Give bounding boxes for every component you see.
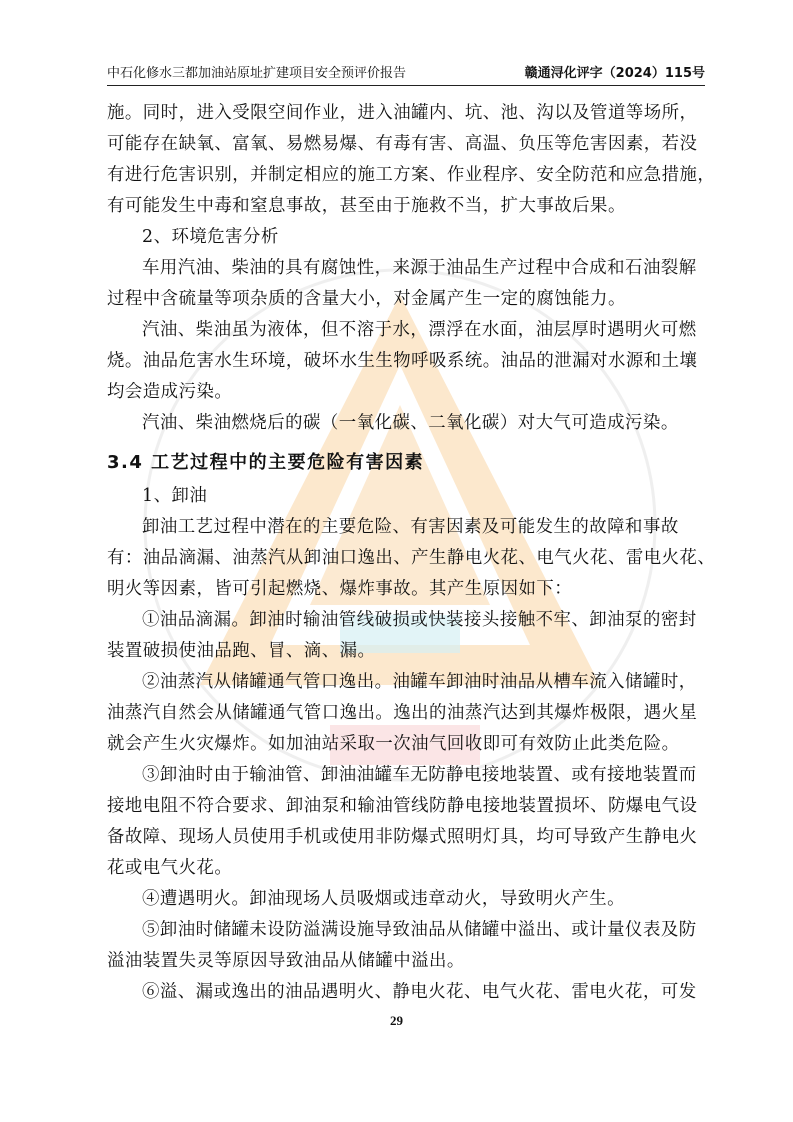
text-line: 过程中含硫量等项杂质的含量大小，对金属产生一定的腐蚀能力。: [107, 289, 626, 309]
text-line: 均会造成污染。: [107, 382, 233, 402]
text-line: 车用汽油、柴油的具有腐蚀性，来源于油品生产过程中合成和石油裂解: [142, 258, 697, 278]
text-line: 明火等因素，皆可引起燃烧、爆炸事故。其产生原因如下：: [107, 579, 573, 599]
text-line: ⑥溢、漏或逸出的油品遇明火、静电火花、电气火花、雷电火花，可发: [142, 982, 697, 1002]
text-line: 有可能发生中毒和窒息事故，甚至由于施救不当，扩大事故后果。: [107, 196, 626, 216]
report-code: 赣通浔化评字（2024）115号: [524, 66, 705, 81]
text-line: ②油蒸汽从储罐通气管口逸出。油罐车卸油时油品从槽车流入储罐时，: [142, 672, 697, 692]
page-header: [107, 63, 705, 86]
text-line: 油蒸汽自然会从储罐通气管口逸出。逸出的油蒸汽达到其爆炸极限，遇火星: [107, 703, 698, 723]
text-line: ③卸油时由于输油管、卸油油罐车无防静电接地装置、或有接地装置而: [142, 765, 697, 785]
text-line: 备故障、现场人员使用手机或使用非防爆式照明灯具，均可导致产生静电火: [107, 827, 698, 847]
text-line: 2、环境危害分析: [142, 227, 279, 247]
section-paragraphs: [107, 481, 717, 1008]
report-title: 中石化修水三都加油站原址扩建项目安全预评价报告: [107, 66, 407, 81]
text-line: 汽油、柴油燃烧后的碳（一氧化碳、二氧化碳）对大气可造成污染。: [142, 413, 679, 433]
text-line: 接地电阻不符合要求、卸油泵和输油管线防静电接地装置损坏、防爆电气设: [107, 796, 698, 816]
intro-paragraphs: [107, 98, 717, 439]
text-line: 有：油品滴漏、油蒸汽从卸油口逸出、产生静电火花、电气火花、雷电火花、: [107, 548, 716, 568]
text-line: 卸油工艺过程中潜在的主要危险、有害因素及可能发生的故障和事故: [142, 517, 679, 537]
section-heading: 3.4 工艺过程中的主要危险有害因素: [107, 452, 425, 473]
text-line: 就会产生火灾爆炸。如加油站采取一次油气回收即可有效防止此类危险。: [107, 734, 680, 754]
text-line: ④遭遇明火。卸油现场人员吸烟或违章动火，导致明火产生。: [142, 889, 626, 909]
text-line: 烧。油品危害水生环境，破坏水生生物呼吸系统。油品的泄漏对水源和土壤: [107, 351, 698, 371]
text-line: 溢油装置失灵等原因导致油品从储罐中溢出。: [107, 951, 465, 971]
text-line: 有进行危害识别，并制定相应的施工方案、作业程序、安全防范和应急措施，: [107, 165, 716, 185]
page-number: 29: [390, 1013, 403, 1028]
text-line: ①油品滴漏。卸油时输油管线破损或快装接头接触不牢、卸油泵的密封: [142, 610, 697, 630]
text-line: 1、卸油: [142, 486, 208, 506]
text-line: ⑤卸油时储罐未设防溢满设施导致油品从储罐中溢出、或计量仪表及防: [142, 920, 697, 940]
text-line: 可能存在缺氧、富氧、易燃易爆、有毒有害、高温、负压等危害因素，若没: [107, 134, 698, 154]
text-line: 花或电气火花。: [107, 858, 233, 878]
text-line: 汽油、柴油虽为液体，但不溶于水，漂浮在水面，油层厚时遇明火可燃: [142, 320, 697, 340]
main-content: [107, 98, 717, 1008]
text-line: 装置破损使油品跑、冒、滴、漏。: [107, 641, 376, 661]
text-line: 施。同时，进入受限空间作业，进入油罐内、坑、池、沟以及管道等场所，: [107, 103, 698, 123]
